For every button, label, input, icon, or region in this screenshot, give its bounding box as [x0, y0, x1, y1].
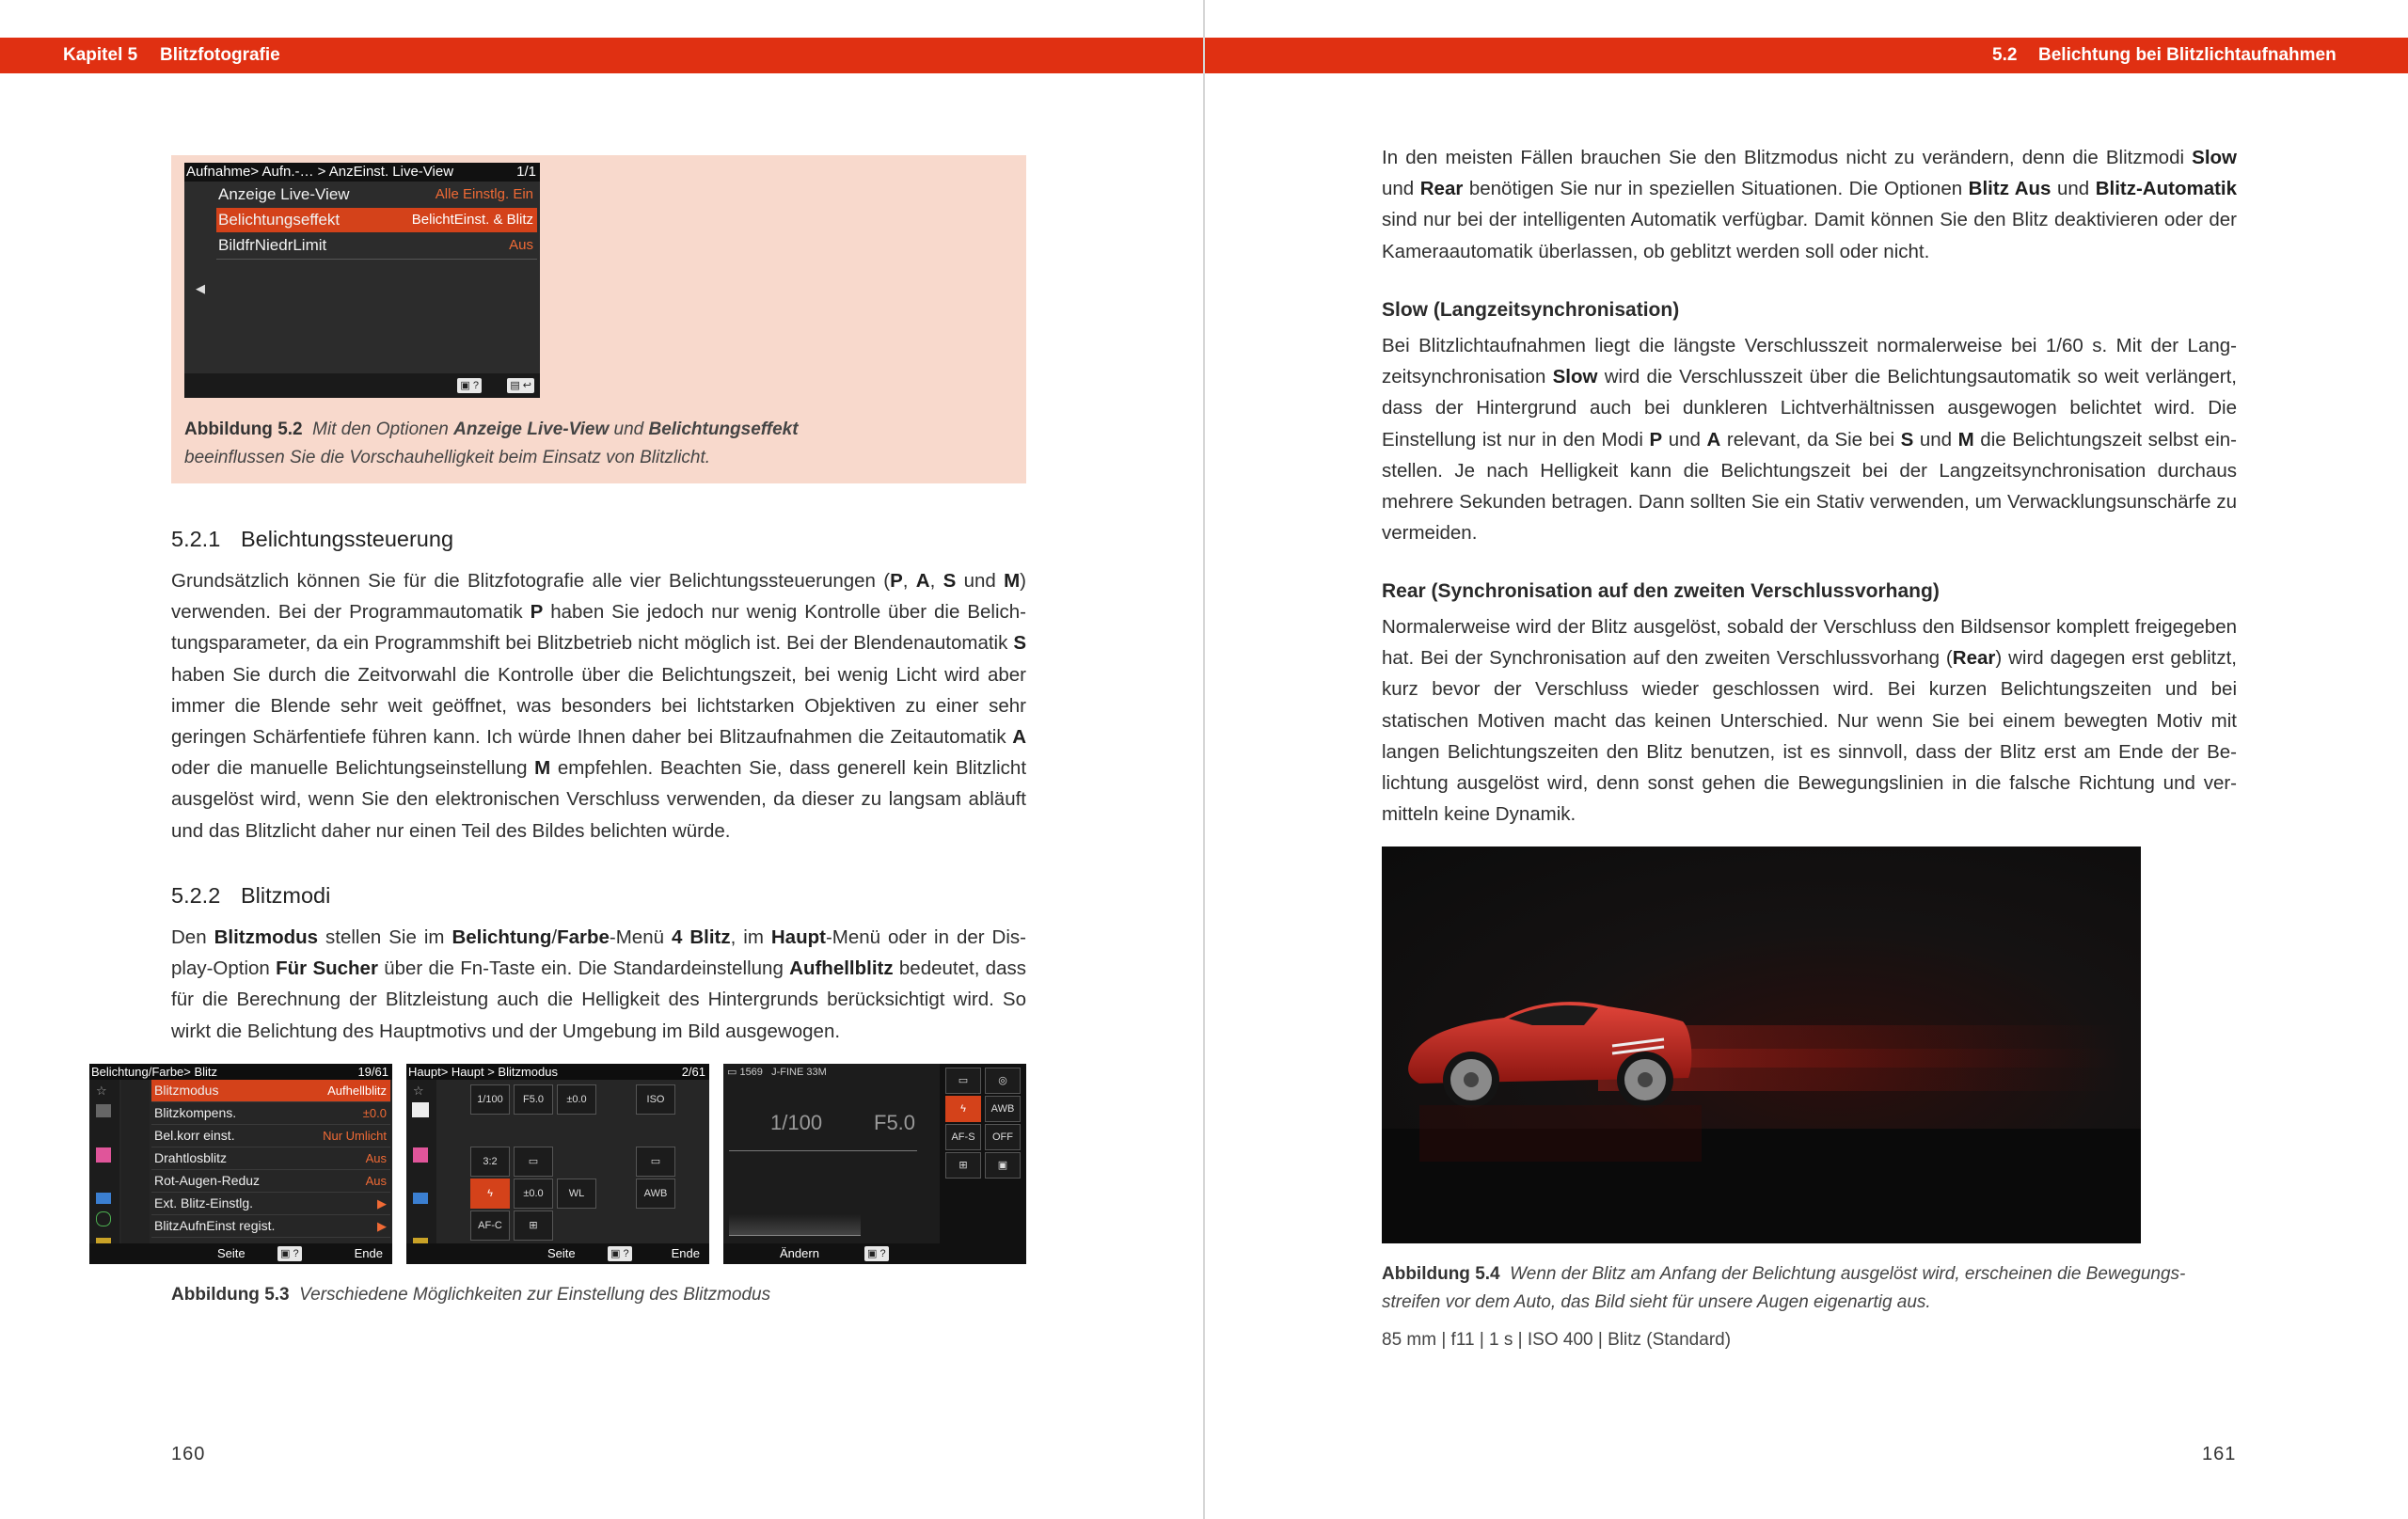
grid-cell[interactable]: ⊞: [514, 1210, 553, 1241]
red-car-illustration: [1382, 847, 2141, 1243]
grid-cell[interactable]: 1/100: [470, 1084, 510, 1115]
exposure-scale: [729, 1141, 917, 1151]
grid-cell[interactable]: ⊞: [945, 1152, 981, 1179]
aperture-readout: F5.0: [874, 1111, 916, 1134]
subheading-slow: Slow (Langzeitsynchronisation): [1382, 299, 1680, 321]
camera-screen-main-menu: [406, 1064, 709, 1264]
menu-row[interactable]: BildfrNiedrLimit Aus: [218, 236, 533, 254]
body-paragraph: Normalerweise wird der Blitz ausgelöst, sobald der Verschluss den Bildsensor komplett freigegeben hat. Bei der Synchronisation auf den zweiten Verschlussvorhang (Rear) wird dagegen erst geblitzt, kurz bevor der Verschluss wieder geschlossen wird. Bei kurzen Belichtungszeiten und bei statischen Motiven macht das keinen Unterschied. Nur wenn Sie bei einem bewegten Motiv mit langen Belichtungszeiten den Blitz benutzen, ist es sinnvoll, dass der Blitz erst am Ende der Belichtung ausgelöst wird, denn sonst gehen die Bewegungslinien in die falsche Richtung und vermitteln keine Dynamik.: [1382, 616, 2238, 826]
camera-screen-blitz-menu: [89, 1064, 392, 1264]
section-number: 5.2: [1992, 45, 2018, 65]
body-paragraph: Bei Blitzlichtaufnahmen liegt die längste Verschlusszeit normalerweise bei 1/60 s. Mit der Langzeitsynchronisation Slow wird die Verschlusszeit über die Belichtungsautomatik so weit verlängert, dass der Hintergrund auch bei dunkleren Lichtverhältnissen ausgewogen belichtet wird. Die Einstellung ist nur in den Modi P und A relevant, da Sie bei S und M die Belichtungszeit selbst einstellen. Je nach Helligkeit kann die Belichtungszeit bei der Langzeitsynchronisation durchaus mehrere Sekunden betragen. Dann sollten Sie ein Stativ verwenden, um Verwacklungsunschärfe zu vermeiden.: [1382, 335, 2237, 545]
page-number: 161: [2202, 1444, 2237, 1464]
figure-caption: Abbildung 5.2 Mit den Optionen Anzeige Live-View und Belichtungseffekt beeinflussen Sie die Vorschauhelligkeit beim Einsatz von Blitzlicht.: [184, 419, 799, 467]
grid-cell[interactable]: AF-S: [945, 1124, 981, 1150]
histogram: [729, 1214, 861, 1236]
grid-cell[interactable]: ▭: [514, 1147, 553, 1177]
subheading-rear: Rear (Synchronisation auf den zweiten Verschlussvorhang): [1382, 580, 1940, 602]
figure-caption: Abbildung 5.4 Wenn der Blitz am Anfang der Belichtung ausgelöst wird, erscheinen die Bewegungsstreifen vor dem Auto, das Bild sieht für unsere Augen eigenartig aus.: [1382, 1264, 2186, 1312]
menu-row[interactable]: Blitzkompens. ±0.0: [151, 1102, 390, 1125]
grid-cell[interactable]: ±0.0: [514, 1179, 553, 1209]
menu-row[interactable]: Rot-Augen-Reduz Aus: [151, 1170, 390, 1193]
section-title: Belichtung bei Blitzlichtaufnahmen: [2038, 45, 2337, 65]
body-paragraph: In den meisten Fällen brauchen Sie den Blitzmodus nicht zu verändern, denn die Blitzmodi Slow und Rear benötigen Sie nur in speziellen Situationen. Die Optionen Blitz Aus und Blitz-Automatik sind nur bei der intelligenten Automatik verfügbar. Damit können Sie den Blitz deaktivieren oder der Kameraautomatik überlassen, ob geblitzt werden soll oder nicht.: [1382, 147, 2238, 262]
menu-row[interactable]: Anzeige Live-View Alle Einstlg. Ein: [218, 185, 533, 203]
playback-tab-icon: [413, 1193, 428, 1204]
camera-menu-screen: [184, 163, 540, 398]
chapter-title: Blitzfotografie: [160, 45, 280, 65]
menu-breadcrumb: Aufnahme> Aufn.-… > AnzEinst. Live-View 1/1: [184, 163, 540, 182]
flash-mode-cell[interactable]: ϟ: [470, 1179, 510, 1209]
menu-row[interactable]: Drahtlosblitz Aus: [151, 1147, 390, 1170]
figure-caption: Abbildung 5.3 Verschiedene Möglichkeiten zur Einstellung des Blitzmodus: [171, 1285, 771, 1305]
playback-tab-icon: [96, 1193, 111, 1204]
section-heading-5-2-2: 5.2.2 Blitzmodi: [171, 883, 331, 908]
camera-screen-fn-display: ▭ 1569 J-FINE 33M 1/100 F5.0 ▭ ◎ ϟ AWB AF-S OFF ⊞ ▣ Ändern ▣ ?: [723, 1064, 1026, 1264]
grid-cell[interactable]: ◎: [985, 1068, 1021, 1094]
menu-row-selected[interactable]: Blitzmodus Aufhellblitz: [151, 1080, 390, 1102]
exif-info: 85 mm | f11 | 1 s | ISO 400 | Blitz (Standard): [1382, 1330, 1732, 1350]
flash-mode-cell[interactable]: ϟ: [945, 1096, 981, 1122]
change-hint: Ändern: [780, 1246, 819, 1260]
body-paragraph: Grundsätzlich können Sie für die Blitzfotografie alle vier Belichtungssteuerungen (P, A, S und M) verwenden. Bei der Programmautomatik P haben Sie jedoch nur wenig Kontrolle über die Belichtungsparameter, da ein Programmshift bei Blitzbetrieb nicht möglich ist. Bei der Blendenautomatik S haben Sie durch die Zeitvorwahl die Kontrolle über die Belichtungszeit, bei wenig Licht wird aber immer die Blende sehr weit geöffnet, was besonders bei lichtstarken Objektiven zu einer sehr geringen Schärfentiefe führen kann. Ich würde Ihnen daher bei Blitzaufnahmen die Zeitautomatik A oder die manuelle Belichtungseinstellung M empfehlen. Beachten Sie, dass generell kein Blitzlicht ausgelöst wird, wenn Sie den elektronischen Verschluss verwenden, da dieser zu langsam abläuft und das Blitzlicht daher nur einen Teil des Bildes belichten würde.: [171, 570, 1027, 842]
grid-cell[interactable]: ▣: [985, 1152, 1021, 1179]
body-paragraph: Den Blitzmodus stellen Sie im Belichtung/Farbe-Menü 4 Blitz, im Haupt-Menü oder in der Display-Option Für Sucher über die Fn-Taste ein. Die Standardeinstellung Aufhellblitz bedeutet, dass für die Berechnung der Blitzleistung auch die Helligkeit des Hintergrunds berücksichtigt wird. So wirkt die Belichtung des Hauptmotivs und der Umgebung im Bild ausgewogen.: [171, 926, 1026, 1042]
grid-cell[interactable]: OFF: [985, 1124, 1021, 1150]
home-tab-icon: [412, 1102, 429, 1117]
grid-cell[interactable]: AWB: [636, 1179, 675, 1209]
network-tab-icon: [96, 1211, 111, 1226]
menu-breadcrumb: Belichtung/Farbe> Blitz 19/61: [89, 1064, 392, 1080]
help-icon: ▣ ?: [864, 1246, 889, 1261]
camera-tab-icon: [96, 1104, 111, 1117]
menu-row[interactable]: Ext. Blitz-Einstlg. ▶: [151, 1193, 390, 1215]
running-header: [0, 38, 1203, 73]
menu-row-selected[interactable]: Belichtungseffekt BelichtEinst. & Blitz: [216, 208, 537, 232]
chapter-label: Kapitel 5: [63, 45, 138, 65]
menu-tab-sidebar[interactable]: [89, 1080, 119, 1243]
menu-footer: [406, 1243, 709, 1264]
grid-cell[interactable]: ISO: [636, 1084, 675, 1115]
page-hint: Seite: [217, 1246, 246, 1260]
end-hint: Ende: [671, 1246, 700, 1260]
grid-cell[interactable]: WL: [557, 1179, 596, 1209]
section-heading-5-2-1: 5.2.1 Belichtungssteuerung: [171, 527, 454, 551]
help-icon: ▣ ?: [457, 378, 482, 393]
grid-cell[interactable]: ▭: [945, 1068, 981, 1094]
end-hint: Ende: [354, 1246, 383, 1260]
menu-tab-sidebar[interactable]: [406, 1080, 436, 1243]
menu-footer: [723, 1243, 1026, 1264]
exposure-tab-icon: [413, 1147, 428, 1163]
menu-footer: [89, 1243, 392, 1264]
shutter-readout: 1/100: [770, 1111, 823, 1134]
exposure-tab-icon: [96, 1147, 111, 1163]
star-icon: ☆: [413, 1084, 424, 1098]
menu-footer: [184, 373, 540, 398]
help-icon: ▣ ?: [608, 1246, 632, 1261]
car-photo: [1382, 847, 2141, 1243]
left-arrow-icon: ◀: [196, 281, 205, 295]
grid-cell[interactable]: ±0.0: [557, 1084, 596, 1115]
figure-5-2: [171, 155, 1026, 483]
running-header: [1205, 38, 2408, 73]
menu-row[interactable]: Bel.korr einst. Nur Umlicht: [151, 1125, 390, 1147]
grid-cell[interactable]: F5.0: [514, 1084, 553, 1115]
menu-breadcrumb: Haupt> Haupt > Blitzmodus 2/61: [406, 1064, 709, 1080]
grid-cell[interactable]: 3:2: [470, 1147, 510, 1177]
grid-cell[interactable]: AF-C: [470, 1210, 510, 1241]
grid-cell[interactable]: ▭: [636, 1147, 675, 1177]
back-icon: ▤ ↩: [507, 378, 534, 393]
star-icon: ☆: [96, 1084, 107, 1098]
help-icon: ▣ ?: [277, 1246, 302, 1261]
left-page: [0, 0, 1203, 1519]
page-number: 160: [171, 1444, 206, 1464]
grid-cell[interactable]: AWB: [985, 1096, 1021, 1122]
page-hint: Seite: [547, 1246, 576, 1260]
menu-row[interactable]: BlitzAufnEinst regist. ▶: [151, 1215, 390, 1238]
